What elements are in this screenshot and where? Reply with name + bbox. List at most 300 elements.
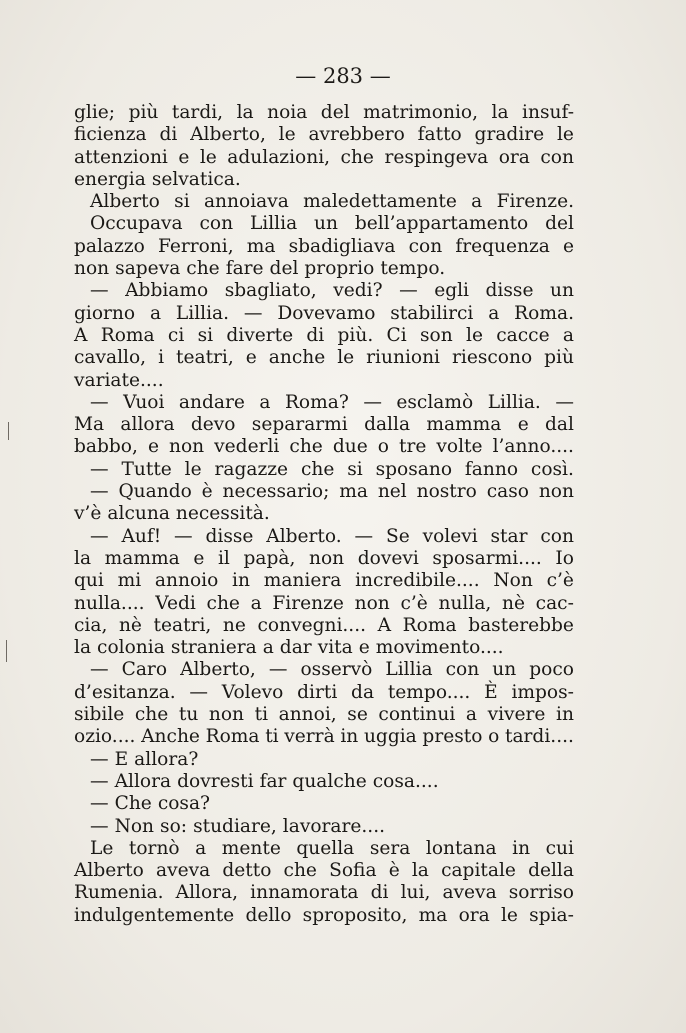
word: uggia bbox=[363, 726, 417, 748]
word: disse bbox=[205, 525, 254, 547]
word: le bbox=[466, 324, 483, 346]
word: tempo. bbox=[380, 258, 446, 280]
word: aveva bbox=[156, 860, 211, 882]
word: lui, bbox=[400, 882, 431, 904]
word: star bbox=[490, 525, 528, 547]
word: un bbox=[549, 280, 574, 302]
word: Quando bbox=[118, 481, 192, 503]
word: è bbox=[201, 481, 213, 503]
word: gradire bbox=[474, 124, 545, 146]
text-line bbox=[74, 191, 574, 213]
word: sibile bbox=[74, 704, 125, 726]
word: dirti bbox=[297, 681, 338, 703]
word: quella bbox=[296, 837, 355, 859]
word: allora? bbox=[134, 748, 199, 770]
text-line bbox=[74, 280, 574, 302]
page-number: — 283 — bbox=[295, 64, 391, 88]
word: qui bbox=[74, 570, 104, 592]
word: annoi, bbox=[278, 704, 337, 726]
word: basterebbe bbox=[468, 614, 574, 636]
word: — bbox=[90, 659, 109, 681]
word: — bbox=[363, 391, 382, 413]
word: È bbox=[484, 681, 498, 703]
word: si bbox=[197, 324, 214, 346]
word: ma bbox=[418, 904, 448, 926]
word: che bbox=[300, 458, 335, 480]
word: A bbox=[74, 324, 88, 346]
word: con bbox=[408, 235, 443, 257]
word: frequenza bbox=[455, 235, 550, 257]
word: ti bbox=[265, 726, 279, 748]
text-line bbox=[74, 726, 574, 748]
word: nulla.... bbox=[74, 592, 145, 614]
word: Non bbox=[493, 570, 533, 592]
word: babbo, bbox=[74, 436, 138, 458]
word: e bbox=[517, 414, 529, 436]
word: energia bbox=[74, 168, 146, 190]
body-text bbox=[74, 102, 574, 927]
word: giorno bbox=[74, 302, 136, 324]
word: Alberto, bbox=[180, 659, 256, 681]
word: alcuna bbox=[107, 503, 170, 525]
word: con bbox=[540, 146, 574, 168]
text-line bbox=[74, 147, 574, 169]
word: sera bbox=[369, 837, 411, 859]
word: Allora, bbox=[175, 882, 239, 904]
word: sorriso bbox=[508, 882, 574, 904]
word: non bbox=[308, 547, 345, 569]
word: vivere bbox=[487, 704, 546, 726]
text-line bbox=[74, 459, 574, 481]
text-line bbox=[74, 370, 574, 392]
word: ci bbox=[167, 324, 185, 346]
word: la bbox=[491, 102, 509, 123]
word: verrà bbox=[284, 726, 335, 748]
word: i bbox=[158, 347, 165, 369]
word: le bbox=[184, 458, 202, 480]
text-line bbox=[74, 615, 574, 637]
text-line bbox=[74, 169, 574, 191]
word: colonia bbox=[97, 637, 165, 659]
word: variate.... bbox=[74, 369, 164, 391]
word: v’è bbox=[74, 503, 102, 525]
word: c’è bbox=[546, 570, 574, 592]
word: Ferroni, bbox=[157, 235, 234, 257]
word: e bbox=[245, 347, 257, 369]
word: Lillia bbox=[249, 213, 298, 235]
word: le bbox=[337, 347, 355, 369]
text-line bbox=[74, 436, 574, 458]
word: so: bbox=[160, 815, 188, 837]
word: la bbox=[411, 860, 429, 882]
word: — bbox=[555, 391, 574, 413]
word: dovevi bbox=[357, 547, 419, 569]
word: che bbox=[340, 146, 374, 168]
word: a bbox=[149, 302, 162, 324]
word: Che bbox=[114, 793, 152, 815]
word: nulla, bbox=[438, 592, 492, 614]
word: e bbox=[562, 235, 574, 257]
text-line bbox=[74, 236, 574, 258]
word: più bbox=[544, 347, 574, 369]
word: Lillia. bbox=[487, 391, 541, 413]
text-line bbox=[74, 392, 574, 414]
word: cacce bbox=[496, 324, 550, 346]
text-line bbox=[74, 548, 574, 570]
word: ora bbox=[498, 146, 530, 168]
word: teatri, bbox=[176, 347, 234, 369]
word: capitale bbox=[441, 860, 516, 882]
word: l’anno.... bbox=[492, 436, 574, 458]
text-line bbox=[74, 570, 574, 592]
text-line bbox=[74, 882, 574, 904]
word: e bbox=[193, 547, 205, 569]
word: matrimonio, bbox=[363, 102, 479, 123]
text-line bbox=[74, 213, 574, 235]
word: maniera bbox=[263, 570, 342, 592]
word: — bbox=[354, 525, 374, 547]
word: non bbox=[538, 481, 574, 503]
text-line bbox=[74, 124, 574, 146]
word: mente bbox=[221, 837, 281, 859]
word: mamma bbox=[104, 547, 180, 569]
word: ne bbox=[222, 614, 246, 636]
text-line bbox=[74, 905, 574, 927]
word: straniera bbox=[170, 637, 257, 659]
word: non bbox=[168, 436, 205, 458]
word: che bbox=[289, 436, 323, 458]
word: andare bbox=[178, 391, 245, 413]
word: Se bbox=[385, 525, 410, 547]
text-line bbox=[74, 771, 574, 793]
word: — bbox=[90, 793, 109, 815]
word: Alberto bbox=[74, 860, 144, 882]
word: Occupava bbox=[90, 213, 183, 235]
word: e bbox=[358, 637, 370, 659]
word: selvatica. bbox=[151, 168, 241, 190]
word: anche bbox=[268, 347, 326, 369]
word: cac- bbox=[535, 592, 574, 614]
word: fare bbox=[225, 258, 264, 280]
word: mamma bbox=[426, 414, 502, 436]
word: sbadigliava bbox=[288, 235, 396, 257]
word: disse bbox=[485, 280, 534, 302]
word: Roma. bbox=[514, 302, 574, 324]
word: detto bbox=[222, 860, 272, 882]
word: Roma bbox=[402, 614, 457, 636]
word: Ci bbox=[386, 324, 407, 346]
word: respingeva bbox=[384, 146, 489, 168]
word: teatri, bbox=[153, 614, 212, 636]
text-line bbox=[74, 258, 574, 280]
word: Firenze bbox=[272, 592, 344, 614]
word: dalla bbox=[364, 414, 411, 436]
word: ma bbox=[339, 481, 368, 503]
word: a bbox=[250, 592, 262, 614]
word: Dovevamo bbox=[277, 302, 376, 324]
word: ma bbox=[246, 235, 276, 257]
word: le bbox=[199, 146, 217, 168]
word: dal bbox=[545, 414, 574, 436]
word: si bbox=[174, 191, 190, 213]
text-line bbox=[74, 481, 574, 503]
word: che bbox=[283, 860, 317, 882]
word: del bbox=[320, 102, 350, 123]
text-line bbox=[74, 659, 574, 681]
word: ozio.... bbox=[74, 726, 136, 748]
text-line bbox=[74, 860, 574, 882]
text-line bbox=[74, 325, 574, 347]
word: la bbox=[236, 102, 254, 123]
word: Roma bbox=[205, 726, 260, 748]
word: convegni.... bbox=[257, 614, 367, 636]
word: cosa? bbox=[157, 793, 211, 815]
word: Anche bbox=[141, 726, 200, 748]
word: papà, bbox=[243, 547, 296, 569]
word: ora bbox=[458, 904, 490, 926]
word: a bbox=[562, 324, 574, 346]
word: necessità. bbox=[175, 503, 270, 525]
word: — bbox=[90, 458, 109, 480]
word: Volevo bbox=[221, 681, 284, 703]
word: — bbox=[90, 481, 109, 503]
text-line bbox=[74, 593, 574, 615]
word: del bbox=[545, 213, 574, 235]
word: a bbox=[465, 704, 477, 726]
word: tornò bbox=[128, 837, 180, 859]
word: Abbiamo bbox=[125, 280, 209, 302]
word: son bbox=[420, 324, 453, 346]
word: ficienza bbox=[74, 124, 147, 146]
word: maledettamente bbox=[303, 191, 457, 213]
word: vedi? bbox=[333, 280, 383, 302]
word: Firenze. bbox=[496, 191, 574, 213]
text-line bbox=[74, 793, 574, 815]
word: Le bbox=[90, 837, 114, 859]
word: palazzo bbox=[74, 235, 145, 257]
word: in bbox=[512, 837, 531, 859]
text-line bbox=[74, 303, 574, 325]
word: Caro bbox=[121, 659, 168, 681]
word: — bbox=[399, 280, 418, 302]
word: Vedi bbox=[155, 592, 196, 614]
word: presto bbox=[422, 726, 483, 748]
word: sposano bbox=[375, 458, 453, 480]
word: stabilirci bbox=[390, 302, 474, 324]
word: volevi bbox=[422, 525, 478, 547]
word: sposarmi.... bbox=[432, 547, 542, 569]
word: dovresti bbox=[177, 770, 254, 792]
word: A bbox=[377, 614, 392, 636]
word: sbagliato, bbox=[224, 280, 317, 302]
word: — bbox=[90, 280, 109, 302]
word: devo bbox=[190, 414, 236, 436]
word: a bbox=[259, 391, 271, 413]
word: bell’appartamento bbox=[354, 213, 529, 235]
word: esclamò bbox=[396, 391, 474, 413]
text-line bbox=[74, 749, 574, 771]
word: studiare, bbox=[193, 815, 277, 837]
text-line bbox=[74, 838, 574, 860]
word: — bbox=[268, 659, 288, 681]
word: riunioni bbox=[366, 347, 441, 369]
word: osservò bbox=[300, 659, 373, 681]
word: cia, bbox=[74, 614, 108, 636]
word: Alberto. bbox=[266, 525, 342, 547]
word: allora bbox=[120, 414, 175, 436]
word: non bbox=[208, 704, 245, 726]
word: — bbox=[90, 391, 109, 413]
word: nel bbox=[377, 481, 407, 503]
word: del bbox=[269, 258, 299, 280]
word: o bbox=[377, 436, 389, 458]
word: cavallo, bbox=[74, 347, 147, 369]
word: un bbox=[314, 213, 338, 235]
word: movimento.... bbox=[375, 637, 504, 659]
word: Ma bbox=[74, 414, 105, 436]
word: annoiava bbox=[203, 191, 289, 213]
word: — bbox=[174, 525, 193, 547]
word: si bbox=[347, 458, 363, 480]
word: — bbox=[243, 302, 263, 324]
text-line bbox=[74, 503, 574, 525]
word: Sofia bbox=[329, 860, 377, 882]
word: — bbox=[90, 815, 109, 837]
word: Roma? bbox=[284, 391, 349, 413]
word: impos- bbox=[511, 681, 574, 703]
word: con bbox=[199, 213, 234, 235]
word: — bbox=[90, 525, 109, 547]
word: mi bbox=[117, 570, 142, 592]
word: Alberto bbox=[90, 191, 160, 213]
word: Rumenia. bbox=[74, 882, 164, 904]
word: poco bbox=[529, 659, 574, 681]
word: — bbox=[90, 748, 109, 770]
word: Non bbox=[114, 815, 155, 837]
word: riescono bbox=[452, 347, 533, 369]
word: nè bbox=[118, 614, 142, 636]
word: insuf- bbox=[522, 102, 574, 123]
word: il bbox=[217, 547, 230, 569]
word: con bbox=[540, 525, 574, 547]
word: egli bbox=[434, 280, 469, 302]
word: le bbox=[556, 124, 574, 146]
word: dello bbox=[245, 904, 292, 926]
word: far bbox=[259, 770, 287, 792]
word: tardi, bbox=[171, 102, 224, 123]
word: che bbox=[206, 592, 240, 614]
word: — bbox=[189, 681, 208, 703]
word: è bbox=[388, 860, 400, 882]
word: lontana bbox=[425, 837, 497, 859]
word: spia- bbox=[529, 904, 574, 926]
word: con bbox=[445, 659, 480, 681]
word: a bbox=[488, 302, 500, 324]
word: — bbox=[90, 770, 109, 792]
word: non bbox=[354, 592, 390, 614]
word: c’è bbox=[400, 592, 428, 614]
word: e bbox=[178, 146, 190, 168]
word: le bbox=[500, 904, 518, 926]
text-line bbox=[74, 637, 574, 659]
text-line bbox=[74, 526, 574, 548]
word: qualche bbox=[292, 770, 367, 792]
word: la bbox=[74, 637, 92, 659]
text-line bbox=[74, 816, 574, 838]
word: Lillia. bbox=[175, 302, 230, 324]
word: più bbox=[128, 102, 159, 123]
word: da bbox=[351, 681, 375, 703]
word: che bbox=[186, 258, 220, 280]
word: vita bbox=[317, 637, 353, 659]
word: Tutte bbox=[121, 458, 172, 480]
word: Io bbox=[555, 547, 574, 569]
word: Roma bbox=[100, 324, 155, 346]
word: tempo.... bbox=[387, 681, 471, 703]
word: in bbox=[556, 704, 574, 726]
word: tre bbox=[399, 436, 427, 458]
text-line bbox=[74, 102, 574, 124]
text-line bbox=[74, 704, 574, 726]
word: che bbox=[134, 704, 169, 726]
word: dar bbox=[279, 637, 312, 659]
word: indulgentemente bbox=[74, 904, 235, 926]
word: vederli bbox=[214, 436, 280, 458]
word: d’esitanza. bbox=[74, 681, 176, 703]
word: la bbox=[74, 547, 92, 569]
word: separarmi bbox=[251, 414, 348, 436]
word: se bbox=[347, 704, 368, 726]
word: fatto bbox=[417, 124, 462, 146]
word: di bbox=[159, 124, 178, 146]
word: le bbox=[278, 124, 296, 146]
word: noia bbox=[267, 102, 308, 123]
text-line bbox=[74, 682, 574, 704]
word: Vuoi bbox=[123, 391, 165, 413]
word: tardi.... bbox=[504, 726, 574, 748]
word: un bbox=[492, 659, 517, 681]
text-line bbox=[74, 414, 574, 436]
scan-mark-left-1 bbox=[8, 422, 9, 440]
word: di bbox=[306, 324, 325, 346]
word: ti bbox=[254, 704, 269, 726]
scan-mark-left-2 bbox=[6, 640, 7, 662]
word: due bbox=[332, 436, 368, 458]
word: annoio bbox=[154, 570, 219, 592]
word: fanno bbox=[464, 458, 519, 480]
word: incredibile.... bbox=[355, 570, 480, 592]
word: Allora bbox=[114, 770, 172, 792]
word: a bbox=[471, 191, 483, 213]
word: aveva bbox=[442, 882, 497, 904]
word: tu bbox=[178, 704, 199, 726]
word: avrebbero bbox=[308, 124, 405, 146]
word: nostro bbox=[416, 481, 477, 503]
word: Auf! bbox=[121, 525, 162, 547]
word: così. bbox=[530, 458, 574, 480]
word: cui bbox=[545, 837, 574, 859]
word: Alberto, bbox=[190, 124, 266, 146]
word: volte bbox=[436, 436, 483, 458]
word: necessario; bbox=[222, 481, 330, 503]
word: sapeva bbox=[115, 258, 181, 280]
word: glie; bbox=[74, 102, 116, 123]
word: nè bbox=[502, 592, 525, 614]
word: e bbox=[147, 436, 159, 458]
word: in bbox=[340, 726, 359, 748]
word: o bbox=[488, 726, 500, 748]
word: diverte bbox=[226, 324, 294, 346]
